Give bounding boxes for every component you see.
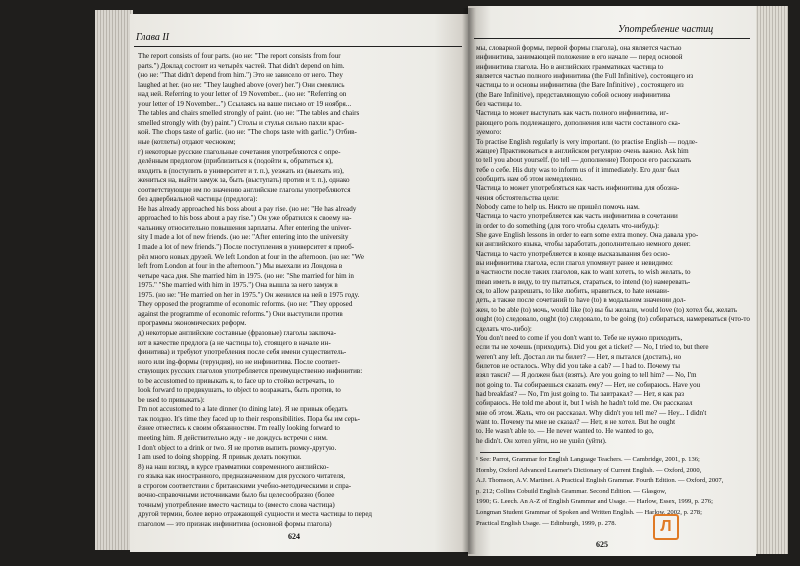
right_page-lines-line: You don't need to come if you don't want to. Тебе не нужно приходить, xyxy=(476,333,683,342)
right_page-lines-line: (the Bare Infinitive), представляющую собой основу инфинитива xyxy=(476,90,671,99)
left_page-lines-line: 8) на наш взгляд, в курсе грамматики современного английско- xyxy=(138,462,329,471)
left_page-lines-line: финитива) и требуют употребления после себя имени существитель- xyxy=(138,348,347,357)
right_page-lines-line: Nobody came to help us. Никто не пришёл помочь нам. xyxy=(476,202,640,211)
left_page-lines-line: так поздно. It's time they faced up to their responsibilities. Пора бы им серь- xyxy=(138,414,361,423)
left_page-lines-line: sity I made a lot of new friends. (но не: "After entering into the university xyxy=(138,233,349,242)
page-edges-left xyxy=(95,10,133,550)
left_page-lines-line: глаголом — это признак инфинитива (основной формы глагола) xyxy=(138,519,332,528)
right_page-lines-line: not going to. Ты собираешься сказать ему? — Нет, не собираюсь. Have you xyxy=(476,380,701,389)
right_page-lines-line: To practise English regularly is very important. (to practise English — подле- xyxy=(476,137,698,146)
left_page-lines-line: your letter of 19 November...") Ссылаясь на ваше письмо от 19 ноября... xyxy=(138,99,352,108)
right_page-lines-line: зуемого: xyxy=(476,128,502,137)
right_page-lines-line: had breakfast? — No, I'm just going to. Ты завтракал? — Нет, я как раз xyxy=(476,389,684,398)
right_page-lines-line: to. He wasn't able to. — He never wanted to. He wanted to go, xyxy=(476,427,654,436)
left_page-lines-line: approached to his boss about a pay rise.") Он уже обратился к своему на- xyxy=(138,214,352,223)
left_page-lines-line: программы экономических реформ. xyxy=(138,319,247,328)
left_page-lines-line: д) некоторые английские составные (фразовые) глаголы заключа- xyxy=(138,328,337,337)
right_page-lines-line: деть, а также после сочетаний to have (to) в модальном значении дол- xyxy=(476,296,686,305)
left_page-lines-line: ного или ing-формы (герундия), но не инфинитива. После соответ- xyxy=(138,357,340,366)
left_page-lines-line: I don't object to a drink or two. Я не против выпить рюмку-другую. xyxy=(138,443,337,452)
right_page-lines-line: weren't any left. Достал ли ты билет? — Нет, я пытался (достать), но xyxy=(476,352,682,361)
right_page-lines-line: инфинитива, занимающей положение в его начале — перед основой xyxy=(476,53,683,62)
left_page-lines-line: над ней. Referring to your letter of 19 November... (но не: "Referring on xyxy=(138,90,347,99)
left_page-lines-line: жениться на, выйти замуж за, быть (выступать) против и т. п.), однако xyxy=(138,176,350,185)
right_page-lines-line: сообщить нам об этом немедленно. xyxy=(476,174,583,183)
right_page-lines-line: инфинитива глагола. Но в английских грамматиках частица to xyxy=(476,62,664,71)
right_page-lines-line: мы, словарной формы, первой формы глагола), она является частью xyxy=(476,44,682,52)
left_page-lines-line: 1975. (но не: "He married on her in 1975.") Он женился на ней в 1975 году. xyxy=(138,290,360,299)
right_page-lines-line: тебе о себе. His duty was to inform us of it immediately. Его долг был xyxy=(476,165,680,174)
left_page-lines-line: г) некоторые русские глагольные сочетания употребляются с опре- xyxy=(138,147,341,156)
right_page-footnotes-line: Practical English Usage. — Edinburgh, 1999, p. 278. xyxy=(476,519,617,527)
right_page-footnotes-line: Longman Student Grammar of Spoken and Written English. — Harlow, 2002, p. 278; xyxy=(476,509,702,516)
left_page-lines-line: чальнику относительно повышения зарплаты. After entering the univer- xyxy=(138,223,352,232)
right_page-lines-line: to tell you about yourself. (to tell — дополнение) Попроси его рассказать xyxy=(476,156,692,165)
left_page-lines-line: точным) употребление вместо частицы to (вместо слова частица) xyxy=(138,500,335,509)
right_page-lines-line: собираюсь. He told me about it, but I wish he hadn't told me. Он рассказал xyxy=(476,399,693,408)
left_page-lines-line: кой. The chops taste of garlic. (но не: "The chops taste with garlic.") Отбив- xyxy=(138,128,357,137)
left_page-lines-line: делённым предлогом (приблизиться к (подойти к, обратиться к), xyxy=(138,157,333,166)
left_page-lines-line: в строгом соответствии с британскими учебно-методическими и спра- xyxy=(138,481,352,490)
left_page-lines-line: The tables and chairs smelled strongly of paint. (но не: "The tables and chairs xyxy=(138,109,360,118)
right-page-number: 625 xyxy=(596,540,608,549)
left_page-lines-line: четыре часа дня. She married him in 1975. (но не: "She married for him in xyxy=(138,271,354,280)
right_page-lines-line: если ты не хочешь (приходить). Did you get a ticket? — No, I tried to, but there xyxy=(476,343,709,352)
right_page-lines-line: he didn't. Он хотел уйти, но не ушёл (уйти). xyxy=(476,436,607,445)
left_page-lines-line: He has already approached his boss about a pay rise. (но не: "He has already xyxy=(138,204,357,213)
right_page-lines-line: Частица to может выступать как часть полного инфинитива, иг- xyxy=(476,109,669,118)
right_page-footnotes-line: A.J. Thomson, A.V. Martinet. A Practical English Grammar. Fourth Edition. — Oxford, 2007, xyxy=(476,477,724,485)
right_page-lines-line: сделать что-либо): xyxy=(476,324,532,333)
right_page-lines-line: является частью полного инфинитива (the Full Infinitive), состоящего из xyxy=(476,72,694,81)
left_page-lines-line: against the programme of economic reforms.") Они выступили против xyxy=(138,309,343,318)
left_page-lines-line: They opposed the programme of economic reforms. (но не: "They opposed xyxy=(138,300,353,309)
right_page-lines-line: want to. Почему ты мне не сказал? — Нет, я не хотел. But he ought xyxy=(476,418,676,426)
left_page-lines-line: другой термин, более верно отражающей сущности и места частицы to перед xyxy=(138,510,373,519)
right_page-lines-line: Частица to часто употребляется в конце высказывания без осно- xyxy=(476,249,670,258)
footnote-rule xyxy=(480,452,560,453)
left_page-lines-line: meeting him. Я действительно жду - не дождусь встречи с ним. xyxy=(138,434,328,442)
right_page-lines-line: в частности после таких глаголов, как to want хотеть, to wish желать, to xyxy=(476,268,691,277)
publisher-logo-icon: Л xyxy=(653,514,679,540)
left_page-lines-line: без адвербиальной частицы (предлога): xyxy=(138,195,258,204)
right_page-footnotes-line: Hornby, Oxford Advanced Learner's Dictionary of Current English. — Oxford, 2000, xyxy=(476,466,702,474)
left_page-lines-line: входить в (поступить в университет и т. п.), уезжать из (выехать из), xyxy=(138,166,344,175)
right_page-lines-line: ки английского языка, чтобы заработать дополнительно немного денег. xyxy=(476,240,691,249)
left_page-lines-line: left from London at four in the afternoon.") Мы выехали из Лондона в xyxy=(138,262,343,271)
left-running-head: Глава II xyxy=(136,32,170,43)
left_page-lines-line: ют в качестве предлога (а не частицы to), стоящего в начале ин- xyxy=(138,338,331,347)
page-edges-right xyxy=(752,6,788,554)
right_page-lines-line: рающего роль подлежащего, дополнения или части составного ска- xyxy=(476,118,681,127)
left_page-lines-line: The report consists of four parts. (но не: "The report consists from four xyxy=(138,52,341,60)
left_page-lines-line: I made a lot of new friends.") После поступления в университет я приоб- xyxy=(138,243,355,251)
left-head-rule xyxy=(134,46,462,47)
right_page-lines-line: ought (to) следовало, ought (to) следовало, to be going (to) собираться, намереваться (что-то xyxy=(476,315,750,324)
right-running-head: Употребление частиц xyxy=(618,24,714,35)
right_page-lines-line: in order to do something (для того чтобы сделать что-нибудь): xyxy=(476,221,660,230)
right_page-lines-line: She gave English lessons in order to earn some extra money. Она давала уро- xyxy=(476,231,699,239)
left_page-lines-line: look forward to предвкушать, to object to возражать, быть против, to xyxy=(138,386,341,395)
right-head-rule xyxy=(474,38,750,39)
right_page-lines-line: Частица to может употребляться как часть инфинитива для обозна- xyxy=(476,184,680,193)
right_page-lines-line: mean иметь в виду, to try пытаться, стараться, to intend (to) намеревать- xyxy=(476,277,691,286)
left_page-lines-line: to be accustomed to привыкать к, to face up to стойко встречать, to xyxy=(138,376,334,385)
left_page-lines-line: I'm not accustomed to a late dinner (to dining late). Я не привык обедать xyxy=(138,405,348,414)
right_page-lines-line: чения обстоятельства цели: xyxy=(476,193,560,202)
right_page-lines-line: билетов не осталось. Why did you take a cab? — I had to. Почему ты xyxy=(476,361,681,370)
right_page-lines-line: взял такси? — Я должен был (взять). Are you going to tell him? — No, I'm xyxy=(476,371,697,380)
right-page xyxy=(468,6,756,556)
right_page-lines-line: частицы to и основы инфинитива (the Bare Infinitive) , состоящего из xyxy=(476,81,684,90)
left_page-lines-line: (но не: "That didn't depend from him.") Это не зависело от него. They xyxy=(138,71,343,80)
right_page-footnotes-line: p. 212; Collins Cobuild English Grammar. Second Edition. — Glasgow, xyxy=(476,487,667,495)
right_page-footnotes-line: ¹ See: Parrot, Grammar for English Language Teachers. — Cambridge, 2001, p. 136; xyxy=(476,456,700,463)
right_page-lines-line: жен, to be able (to) мочь, would like (to) вы бы желали, would love (to) хотел бы, желать xyxy=(476,305,737,314)
right_page-lines-line: без частицы to. xyxy=(476,100,522,109)
left_page-lines-line: parts.") Доклад состоит из четырёх частей. That didn't depend on him. xyxy=(138,61,345,70)
left_page-lines-line: laughed at her. (но не: "They laughed above (over) her.") Они смеялись xyxy=(138,80,345,89)
left_page-lines-line: ёзнее отнестись к своим обязанностям. I'm really looking forward to xyxy=(138,424,340,433)
right_page-lines-line: мне об этом. Жаль, что он рассказал. Why didn't you tell me? — Hey... I didn't xyxy=(476,408,707,417)
left-page-number: 624 xyxy=(288,532,300,541)
left_page-lines-line: го языка как иностранного, предназначенном для русского читателя, xyxy=(138,472,346,481)
left_page-lines-line: smelled strongly with (by) paint.") Столы и стулья сильно пахли крас- xyxy=(138,118,344,127)
left_page-lines-line: рёл много новых друзей. We left London at four in the afternoon. (но не: "We xyxy=(138,252,364,261)
left_page-lines-line: соответствующие им по значению английские глаголы употребляются xyxy=(138,185,351,194)
left_page-lines-line: вочно-справочными источниками было бы целесообразно (более xyxy=(138,491,335,500)
left_page-lines-line: I am used to doing shopping. Я привык делать покупки. xyxy=(138,453,302,462)
book-gutter xyxy=(462,8,476,554)
left_page-lines-line: 1975." "She married with him in 1975.") Она вышла за него замуж в xyxy=(138,281,338,290)
right_page-lines-line: ся, to allow разрешать, to like любить, нравиться, to hate ненави- xyxy=(476,287,670,296)
right_page-lines-line: жащее) Практиковаться в английском регулярно очень важно. Ask him xyxy=(476,146,689,155)
left_page-lines-line: ные (котлеты) отдают чесноком; xyxy=(138,137,236,146)
left-page xyxy=(130,14,468,552)
left_page-lines-line: be used to привыкать): xyxy=(138,395,205,404)
right_page-footnotes-line: 1990; G. Leech. An A-Z of English Grammar and Usage. — Harlow, Essex, 1999, p. 276; xyxy=(476,498,713,506)
right_page-lines-line: вы инфинитива глагола, если глагол упомянут ранее и невидимо: xyxy=(476,259,673,268)
left_page-lines-line: ствующих русских глаголов употребляется преимущественно инфинитив: xyxy=(138,367,363,376)
right_page-lines-line: Частица to часто употребляется как часть инфинитива в сочетании xyxy=(476,212,678,221)
